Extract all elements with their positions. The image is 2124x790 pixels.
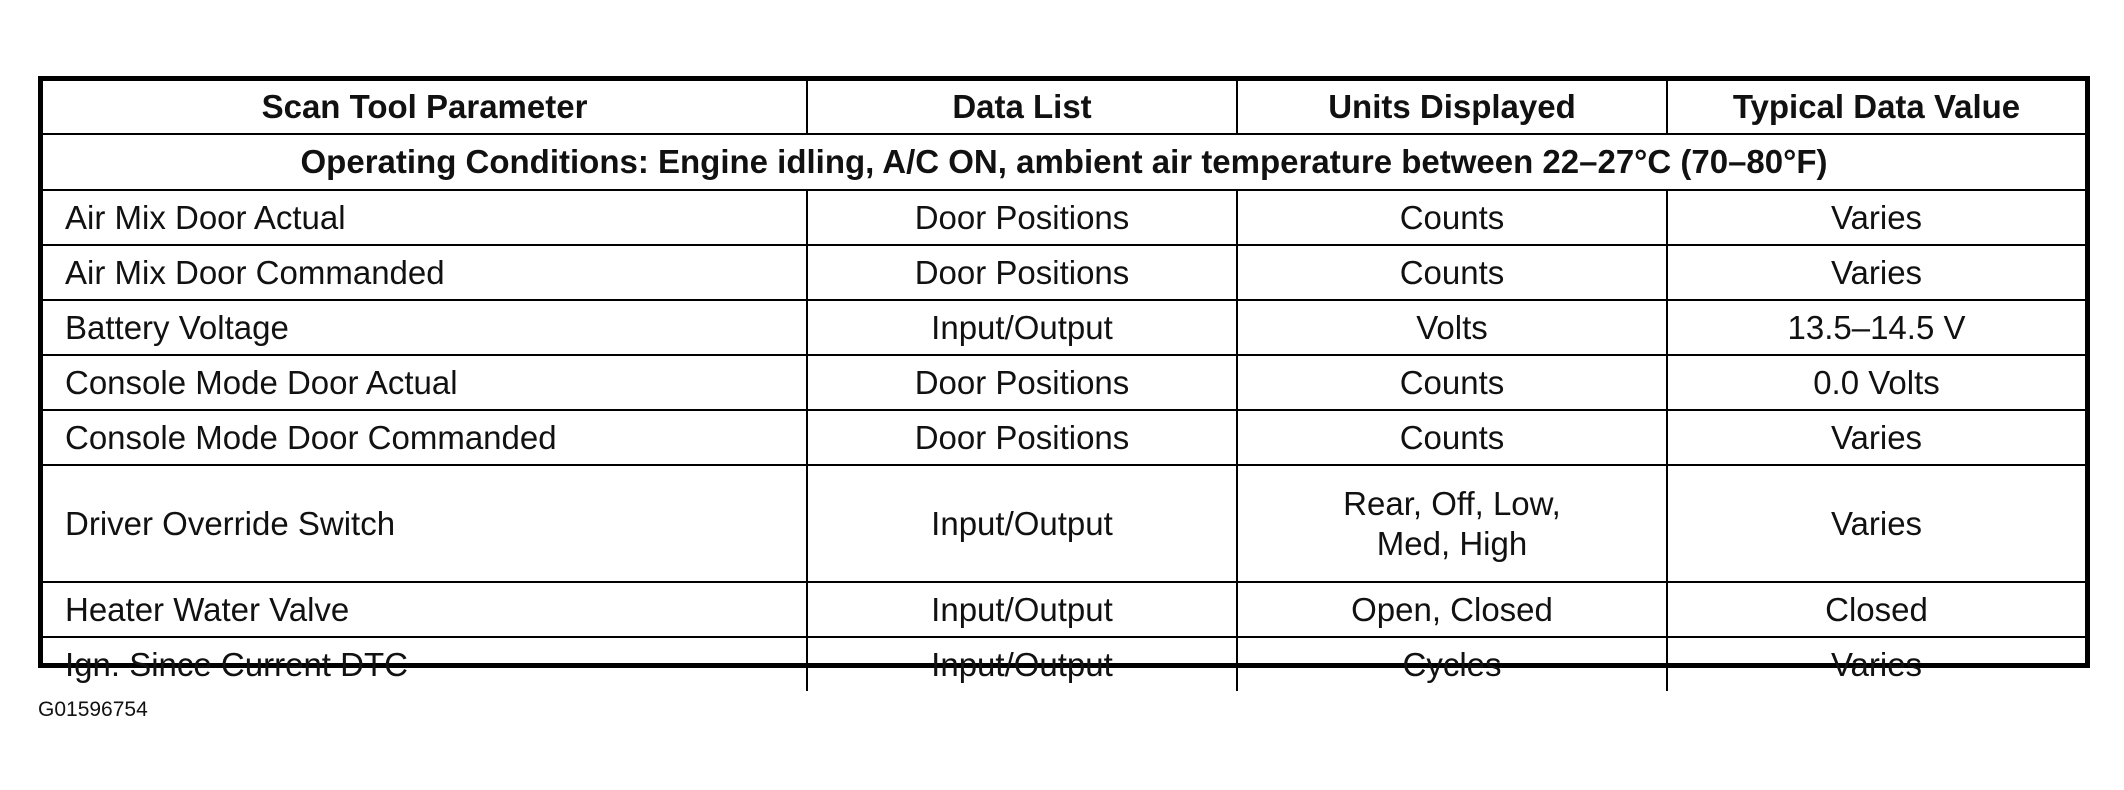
table-row <box>43 355 2085 410</box>
data-list-cell: Input/Output <box>807 465 1237 582</box>
parameter-cell: Console Mode Door Commanded <box>43 410 807 465</box>
data-list-cell: Door Positions <box>807 410 1237 465</box>
operating-conditions: Operating Conditions: Engine idling, A/C ON, ambient air temperature between 22–27°C (70–80°F) <box>43 134 2085 190</box>
typical-value-cell: Varies <box>1667 410 2085 465</box>
header-units-displayed: Units Displayed <box>1237 81 1667 134</box>
header-typical-data-value: Typical Data Value <box>1667 81 2085 134</box>
units-cell: Counts <box>1237 355 1667 410</box>
units-line: Rear, Off, Low, <box>1343 484 1561 522</box>
scan-tool-data-table <box>43 81 2085 691</box>
table-row <box>43 410 2085 465</box>
table-row <box>43 465 2085 582</box>
typical-value-cell: 13.5–14.5 V <box>1667 300 2085 355</box>
units-cell: Volts <box>1237 300 1667 355</box>
units-cell: Counts <box>1237 245 1667 300</box>
parameter-cell: Ign. Since Current DTC <box>43 637 807 691</box>
parameter-cell: Heater Water Valve <box>43 582 807 637</box>
figure-id: G01596754 <box>38 698 148 721</box>
parameter-cell: Air Mix Door Commanded <box>43 245 807 300</box>
table-row <box>43 245 2085 300</box>
units-cell: Cycles <box>1237 637 1667 691</box>
units-cell: Open, Closed <box>1237 582 1667 637</box>
parameter-cell: Battery Voltage <box>43 300 807 355</box>
parameter-cell: Air Mix Door Actual <box>43 190 807 245</box>
data-list-cell: Input/Output <box>807 637 1237 691</box>
parameter-cell: Driver Override Switch <box>43 465 807 582</box>
data-list-cell: Door Positions <box>807 190 1237 245</box>
units-cell <box>1237 465 1667 582</box>
table-row <box>43 637 2085 691</box>
typical-value-cell: Closed <box>1667 582 2085 637</box>
typical-value-cell: 0.0 Volts <box>1667 355 2085 410</box>
conditions-row <box>43 134 2085 190</box>
header-row <box>43 81 2085 134</box>
parameter-cell: Console Mode Door Actual <box>43 355 807 410</box>
typical-value-cell: Varies <box>1667 245 2085 300</box>
table-row <box>43 582 2085 637</box>
units-cell: Counts <box>1237 410 1667 465</box>
data-list-cell: Door Positions <box>807 245 1237 300</box>
header-scan-tool-parameter: Scan Tool Parameter <box>43 81 807 134</box>
typical-value-cell: Varies <box>1667 190 2085 245</box>
data-list-cell: Door Positions <box>807 355 1237 410</box>
header-data-list: Data List <box>807 81 1237 134</box>
data-list-cell: Input/Output <box>807 300 1237 355</box>
typical-value-cell: Varies <box>1667 637 2085 691</box>
units-cell: Counts <box>1237 190 1667 245</box>
scan-tool-table-frame <box>38 76 2090 683</box>
data-list-cell: Input/Output <box>807 582 1237 637</box>
table-row <box>43 190 2085 245</box>
table-row <box>43 300 2085 355</box>
typical-value-cell: Varies <box>1667 465 2085 582</box>
units-line: Med, High <box>1376 524 1528 562</box>
